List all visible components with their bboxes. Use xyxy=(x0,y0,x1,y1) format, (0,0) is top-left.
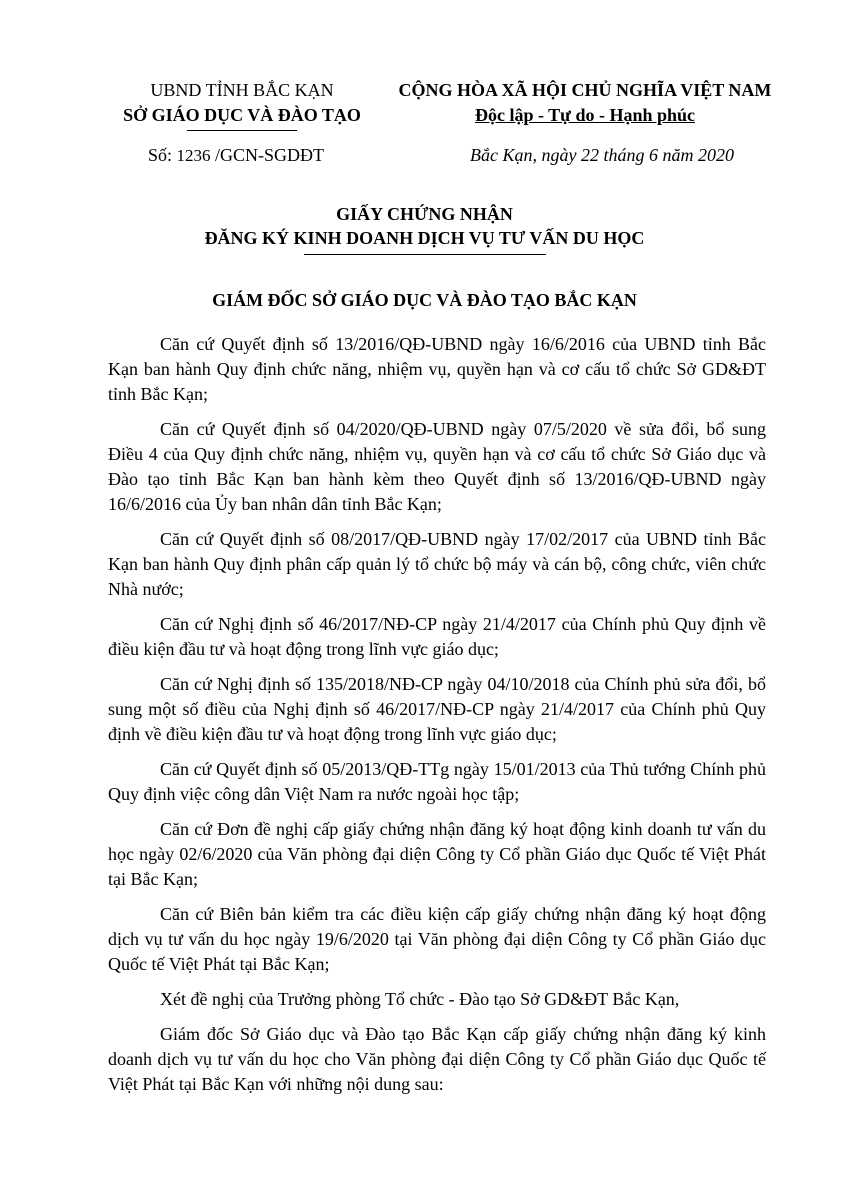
body-paragraph: Căn cứ Đơn đề nghị cấp giấy chứng nhận đăng ký hoạt động kinh doanh tư vấn du học ngày 02/6/2020 của Văn phòng đại diện Công ty Cổ phần Giáo dục Quốc tế Việt Phát tại Bắc Kạn; xyxy=(108,819,766,889)
document-subtitle: ĐĂNG KÝ KINH DOANH DỊCH VỤ TƯ VẤN DU HỌC xyxy=(204,228,645,248)
issuing-authority: GIÁM ĐỐC SỞ GIÁO DỤC VÀ ĐÀO TẠO BẮC KẠN xyxy=(212,290,637,310)
doc-number-prefix: Số: xyxy=(148,145,177,165)
document-body xyxy=(108,332,766,1107)
country-name: CỘNG HÒA XÃ HỘI CHỦ NGHĨA VIỆT NAM xyxy=(398,80,772,100)
body-paragraph: Xét đề nghị của Trưởng phòng Tổ chức - Đào tạo Sở GD&ĐT Bắc Kạn, xyxy=(160,989,680,1009)
place-and-date: Bắc Kạn, ngày 22 tháng 6 năm 2020 xyxy=(470,145,734,165)
body-paragraph: Căn cứ Quyết định số 04/2020/QĐ-UBND ngày 07/5/2020 về sửa đổi, bổ sung Điều 4 của Quy định chức năng, nhiệm vụ, quyền hạn và cơ cấu tổ chức Sở Giáo dục và Đào tạo tỉnh Bắc Kạn ban hành kèm theo Quyết định số 13/2016/QĐ-UBND ngày 16/6/2016 của Ủy ban nhân dân tỉnh Bắc Kạn; xyxy=(108,419,766,514)
body-paragraph: Căn cứ Quyết định số 05/2013/QĐ-TTg ngày 15/01/2013 của Thủ tướng Chính phủ Quy định việc công dân Việt Nam ra nước ngoài học tập; xyxy=(108,759,766,804)
title-divider xyxy=(304,254,546,255)
agency-name: SỞ GIÁO DỤC VÀ ĐÀO TẠO xyxy=(123,105,361,125)
national-header-block xyxy=(385,78,785,128)
body-paragraph: Căn cứ Biên bản kiểm tra các điều kiện cấp giấy chứng nhận đăng ký hoạt động dịch vụ tư vấn du học ngày 19/6/2020 tại Văn phòng đại diện Công ty Cổ phần Giáo dục Quốc tế Việt Phát tại Bắc Kạn; xyxy=(108,904,766,974)
document-number xyxy=(148,145,324,166)
body-paragraph: Căn cứ Nghị định số 135/2018/NĐ-CP ngày 04/10/2018 của Chính phủ sửa đổi, bổ sung một số điều của Nghị định số 46/2017/NĐ-CP ngày 21/4/2017 của Chính phủ Quy định về điều kiện đầu tư và hoạt động trong lĩnh vực giáo dục; xyxy=(108,674,766,744)
agency-underline xyxy=(187,130,297,131)
agency-parent: UBND TỈNH BẮC KẠN xyxy=(150,80,334,100)
national-motto: Độc lập - Tự do - Hạnh phúc xyxy=(474,105,696,125)
doc-number-value: 1236 xyxy=(176,146,211,165)
document-title: GIẤY CHỨNG NHẬN xyxy=(336,204,513,224)
body-paragraph: Giám đốc Sở Giáo dục và Đào tạo Bắc Kạn cấp giấy chứng nhận đăng ký kinh doanh dịch vụ tư vấn du học cho Văn phòng đại diện Công ty Cổ phần Giáo dục Quốc tế Việt Phát tại Bắc Kạn với những nội dung sau: xyxy=(108,1024,766,1094)
body-paragraph: Căn cứ Quyết định số 13/2016/QĐ-UBND ngày 16/6/2016 của UBND tỉnh Bắc Kạn ban hành Quy định chức năng, nhiệm vụ, quyền hạn và cơ cấu tổ chức Sở GD&ĐT tỉnh Bắc Kạn; xyxy=(108,334,766,404)
doc-number-suffix: /GCN-SGDĐT xyxy=(210,145,325,165)
body-paragraph: Căn cứ Nghị định số 46/2017/NĐ-CP ngày 21/4/2017 của Chính phủ Quy định về điều kiện đầu tư và hoạt động trong lĩnh vực giáo dục; xyxy=(108,614,766,659)
body-paragraph: Căn cứ Quyết định số 08/2017/QĐ-UBND ngày 17/02/2017 của UBND tỉnh Bắc Kạn ban hành Quy định phân cấp quản lý tổ chức bộ máy và cán bộ, công chức, viên chức Nhà nước; xyxy=(108,529,766,599)
issuing-agency-block xyxy=(97,78,387,131)
